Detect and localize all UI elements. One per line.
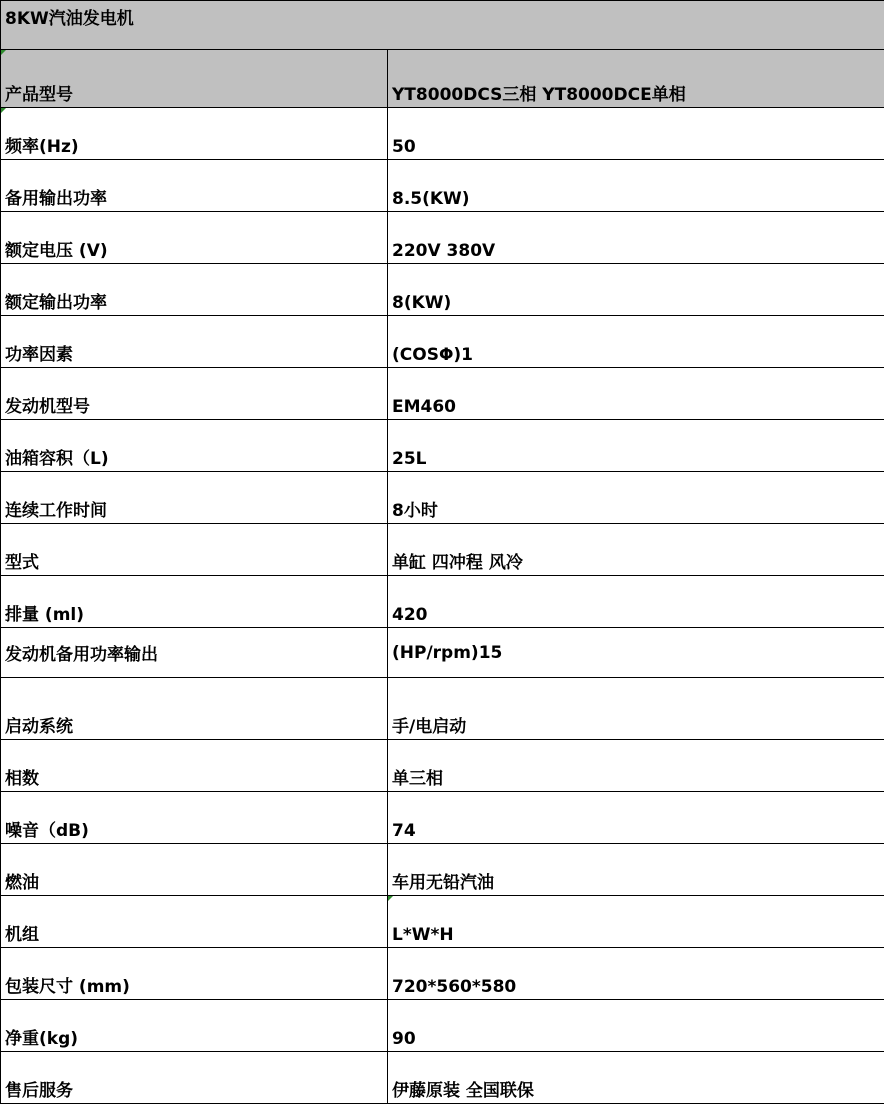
row-label: 发动机备用功率输出 [5, 645, 158, 665]
row-label-cell [1, 212, 388, 264]
row-label: 启动系统 [5, 717, 73, 737]
row-label: 型式 [5, 553, 39, 573]
row-label: 额定输出功率 [5, 293, 107, 313]
table-row [1, 792, 884, 844]
row-value-cell [388, 420, 884, 472]
table-row [1, 108, 884, 160]
table-title: 8KW汽油发电机 [1, 1, 884, 50]
row-label: 机组 [5, 925, 39, 945]
row-label: 连续工作时间 [5, 501, 107, 521]
row-value-cell [388, 1000, 884, 1052]
table-row [1, 896, 884, 948]
row-label: 油箱容积（L) [5, 449, 109, 469]
row-value-cell [388, 844, 884, 896]
row-value-cell [388, 678, 884, 740]
row-label: 相数 [5, 769, 39, 789]
header-row [1, 50, 884, 108]
row-label-cell [1, 740, 388, 792]
row-label-cell [1, 1052, 388, 1104]
row-value-cell [388, 212, 884, 264]
row-label: 包装尺寸 (mm) [5, 977, 130, 997]
cell-marker-icon [1, 50, 6, 55]
row-value: 74 [392, 821, 416, 841]
row-value: 420 [392, 605, 428, 625]
row-value-cell [388, 524, 884, 576]
row-value-cell [388, 628, 884, 678]
table-row [1, 1000, 884, 1052]
row-label-cell [1, 368, 388, 420]
row-value: L*W*H [392, 925, 454, 945]
row-value-cell [388, 740, 884, 792]
row-value-cell [388, 264, 884, 316]
row-label: 燃油 [5, 873, 39, 893]
row-value: 25L [392, 449, 427, 469]
table-row [1, 316, 884, 368]
model-label-cell [1, 50, 388, 108]
row-value-cell [388, 316, 884, 368]
row-value-cell [388, 948, 884, 1000]
row-label: 发动机型号 [5, 397, 90, 417]
cell-marker-icon [1, 108, 6, 113]
table-row [1, 740, 884, 792]
row-label-cell [1, 108, 388, 160]
row-label-cell [1, 628, 388, 678]
row-value: 50 [392, 137, 416, 157]
row-value: 220V 380V [392, 241, 495, 261]
row-label-cell [1, 1000, 388, 1052]
row-value: 单三相 [392, 769, 443, 789]
table-row [1, 212, 884, 264]
row-label: 噪音（dB) [5, 821, 89, 841]
row-value: 车用无铅汽油 [392, 873, 494, 893]
row-label-cell [1, 844, 388, 896]
row-label: 频率(Hz) [5, 137, 79, 157]
table-row [1, 472, 884, 524]
model-value-cell [388, 50, 884, 108]
table-row [1, 1052, 884, 1104]
row-value: 8.5(KW) [392, 189, 470, 209]
row-label-cell [1, 524, 388, 576]
row-label-cell [1, 678, 388, 740]
row-value: 手/电启动 [392, 717, 466, 737]
row-label: 排量 (ml) [5, 605, 84, 625]
row-value-cell [388, 368, 884, 420]
row-label-cell [1, 576, 388, 628]
model-label: 产品型号 [5, 85, 73, 105]
table-row [1, 160, 884, 212]
row-value: 8小时 [392, 501, 438, 521]
table-row [1, 420, 884, 472]
table-row [1, 948, 884, 1000]
model-value: YT8000DCS三相 YT8000DCE单相 [392, 85, 686, 105]
row-value-cell [388, 108, 884, 160]
row-label-cell [1, 792, 388, 844]
row-label-cell [1, 420, 388, 472]
row-value-cell [388, 896, 884, 948]
row-label: 净重(kg) [5, 1029, 78, 1049]
row-value: 720*560*580 [392, 977, 516, 997]
table-row [1, 844, 884, 896]
row-label-cell [1, 316, 388, 368]
row-label: 售后服务 [5, 1081, 73, 1101]
row-value: 8(KW) [392, 293, 451, 313]
row-label-cell [1, 264, 388, 316]
row-value: (COSΦ)1 [392, 345, 473, 365]
row-label-cell [1, 472, 388, 524]
row-value: (HP/rpm)15 [392, 643, 502, 663]
row-label: 备用输出功率 [5, 189, 107, 209]
row-value: 90 [392, 1029, 416, 1049]
row-label-cell [1, 948, 388, 1000]
row-value-cell [388, 1052, 884, 1104]
row-label-cell [1, 896, 388, 948]
title-row [1, 1, 884, 50]
row-label: 额定电压 (V) [5, 241, 108, 261]
table-row [1, 678, 884, 740]
table-row [1, 524, 884, 576]
row-value-cell [388, 576, 884, 628]
table-row [1, 576, 884, 628]
row-value-cell [388, 160, 884, 212]
row-value: 单缸 四冲程 风冷 [392, 553, 523, 573]
row-value: EM460 [392, 397, 456, 417]
table-row [1, 628, 884, 678]
row-value-cell [388, 472, 884, 524]
table-row [1, 264, 884, 316]
cell-marker-icon [388, 896, 393, 901]
row-label: 功率因素 [5, 345, 73, 365]
row-value: 伊藤原装 全国联保 [392, 1081, 534, 1101]
row-label-cell [1, 160, 388, 212]
table-row [1, 368, 884, 420]
row-value-cell [388, 792, 884, 844]
